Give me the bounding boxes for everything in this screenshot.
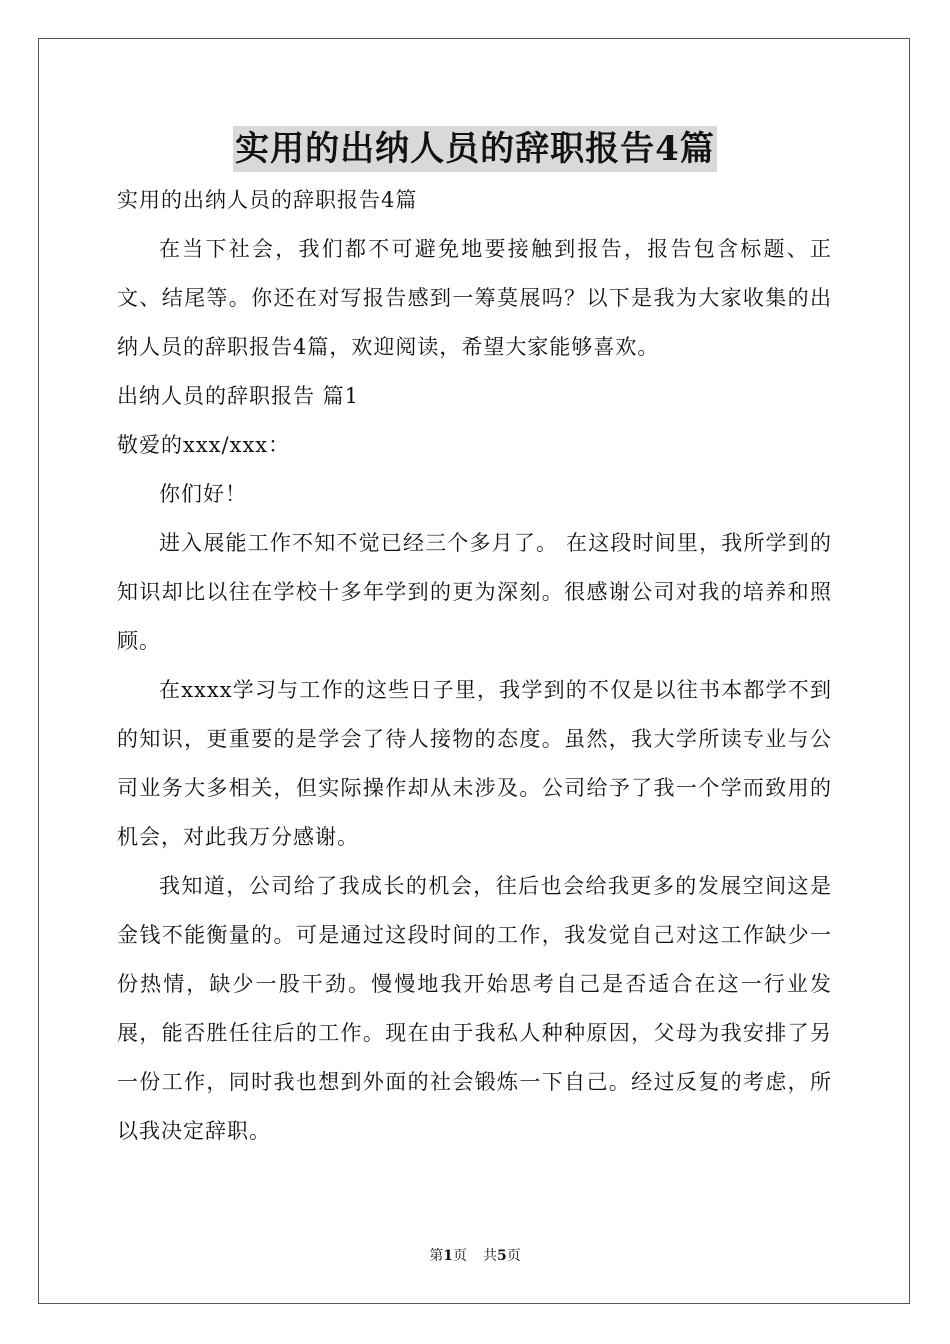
paragraph: 我知道，公司给了我成长的机会，往后也会给我更多的发展空间这是金钱不能衡量的。可是通过这段时间的工作，我发觉自己对这工作缺少一份热情，缺少一股干劲。慢慢地我开始思考自己是否适合在这一行业发展，能否胜任往后的工作。现在由于我私人种种原因，父母为我安排了另一份工作，同时我也想到外面的社会锻炼一下自己。经过反复的考虑，所以我决定辞职。 xyxy=(117,874,832,1143)
total-prefix: 共 xyxy=(483,1248,497,1264)
page-number: 1 xyxy=(443,1248,453,1264)
document-body xyxy=(117,176,832,1156)
page-footer xyxy=(0,1246,950,1266)
greeting: 你们好！ xyxy=(159,482,247,506)
page-prefix: 第 xyxy=(429,1248,444,1264)
document-title: 实用的出纳人员的辞职报告4篇 xyxy=(233,126,717,172)
paragraph: 进入展能工作不知不觉已经三个多月了。 在这段时间里，我所学到的知识却比以往在学校十多年学到的更为深刻。很感谢公司对我的培养和照顾。 xyxy=(117,531,832,653)
total-suffix: 页 xyxy=(506,1248,521,1264)
total-pages: 5 xyxy=(497,1248,507,1264)
section-heading: 出纳人员的辞职报告 篇1 xyxy=(117,384,360,408)
salutation: 敬爱的xxx/xxx： xyxy=(117,433,291,457)
page-suffix: 页 xyxy=(453,1248,467,1264)
title-container xyxy=(0,126,950,172)
paragraph: 在xxxx学习与工作的这些日子里，我学到的不仅是以往书本都学不到的知识，更重要的是学会了待人接物的态度。虽然，我大学所读专业与公司业务大多相关，但实际操作却从未涉及。公司给予了我一个学而致用的机会，对此我万分感谢。 xyxy=(117,678,832,849)
paragraph: 实用的出纳人员的辞职报告4篇 xyxy=(117,188,418,212)
paragraph: 在当下社会，我们都不可避免地要接触到报告，报告包含标题、正文、结尾等。你还在对写报告感到一筹莫展吗？以下是我为大家收集的出纳人员的辞职报告4篇，欢迎阅读，希望大家能够喜欢。 xyxy=(117,237,832,359)
